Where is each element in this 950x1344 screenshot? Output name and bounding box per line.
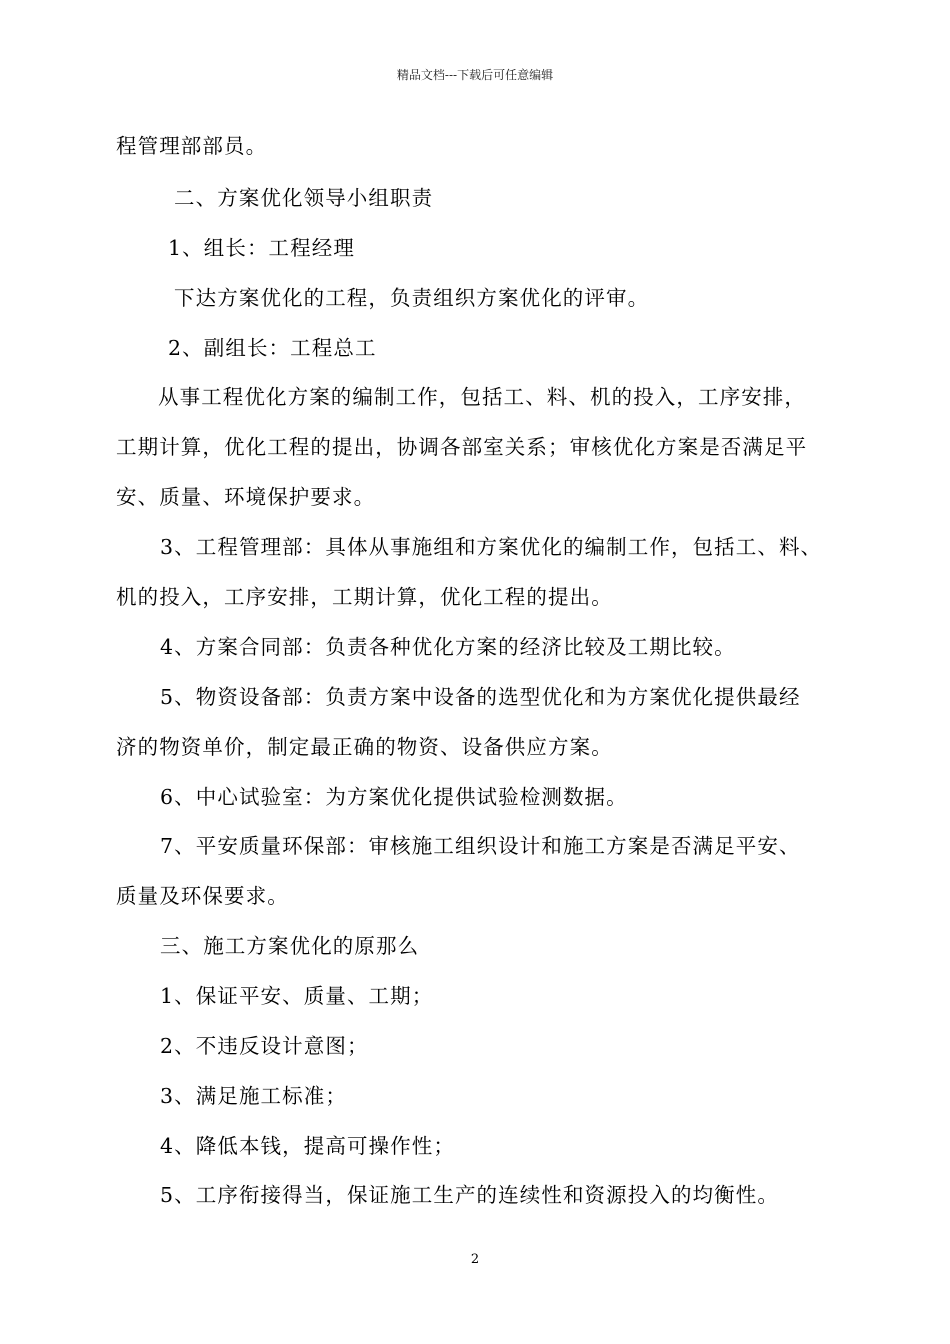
text-line: 1、组长：工程经理 bbox=[168, 236, 355, 260]
text-line: 7、平安质量环保部：审核施工组织设计和施工方案是否满足平安、 bbox=[160, 834, 801, 858]
section-heading: 二、方案优化领导小组职责 bbox=[174, 186, 434, 210]
text-line: 6、中心试验室：为方案优化提供试验检测数据。 bbox=[160, 785, 628, 809]
text-line: 4、方案合同部：负责各种优化方案的经济比较及工期比较。 bbox=[160, 635, 736, 659]
text-line: 2、不违反设计意图； bbox=[160, 1034, 369, 1058]
text-line: 机的投入，工序安排，工期计算，优化工程的提出。 bbox=[116, 585, 613, 609]
text-line: 2、副组长：工程总工 bbox=[168, 336, 377, 360]
text-line: 5、物资设备部：负责方案中设备的选型优化和为方案优化提供最经 bbox=[160, 685, 801, 709]
text-line: 工期计算，优化工程的提出，协调各部室关系；审核优化方案是否满足平 bbox=[116, 435, 808, 459]
text-line: 5、工序衔接得当，保证施工生产的连续性和资源投入的均衡性。 bbox=[160, 1183, 779, 1207]
text-line: 济的物资单价，制定最正确的物资、设备供应方案。 bbox=[116, 735, 613, 759]
text-line: 4、降低本钱，提高可操作性； bbox=[160, 1134, 455, 1158]
text-line: 安、质量、环境保护要求。 bbox=[116, 485, 376, 509]
text-line: 质量及环保要求。 bbox=[116, 884, 289, 908]
page-number: 2 bbox=[470, 1252, 480, 1267]
text-line: 从事工程优化方案的编制工作，包括工、料、机的投入，工序安排， bbox=[158, 385, 806, 409]
text-line: 3、满足施工标准； bbox=[160, 1084, 347, 1108]
page-header: 精品文档---下载后可任意编辑 bbox=[396, 68, 554, 82]
section-heading: 三、施工方案优化的原那么 bbox=[160, 934, 420, 958]
text-line: 3、工程管理部：具体从事施组和方案优化的编制工作，包括工、料、 bbox=[160, 535, 823, 559]
text-line: 下达方案优化的工程，负责组织方案优化的评审。 bbox=[174, 286, 650, 310]
text-line: 1、保证平安、质量、工期； bbox=[160, 984, 434, 1008]
text-line: 程管理部部员。 bbox=[116, 134, 268, 158]
